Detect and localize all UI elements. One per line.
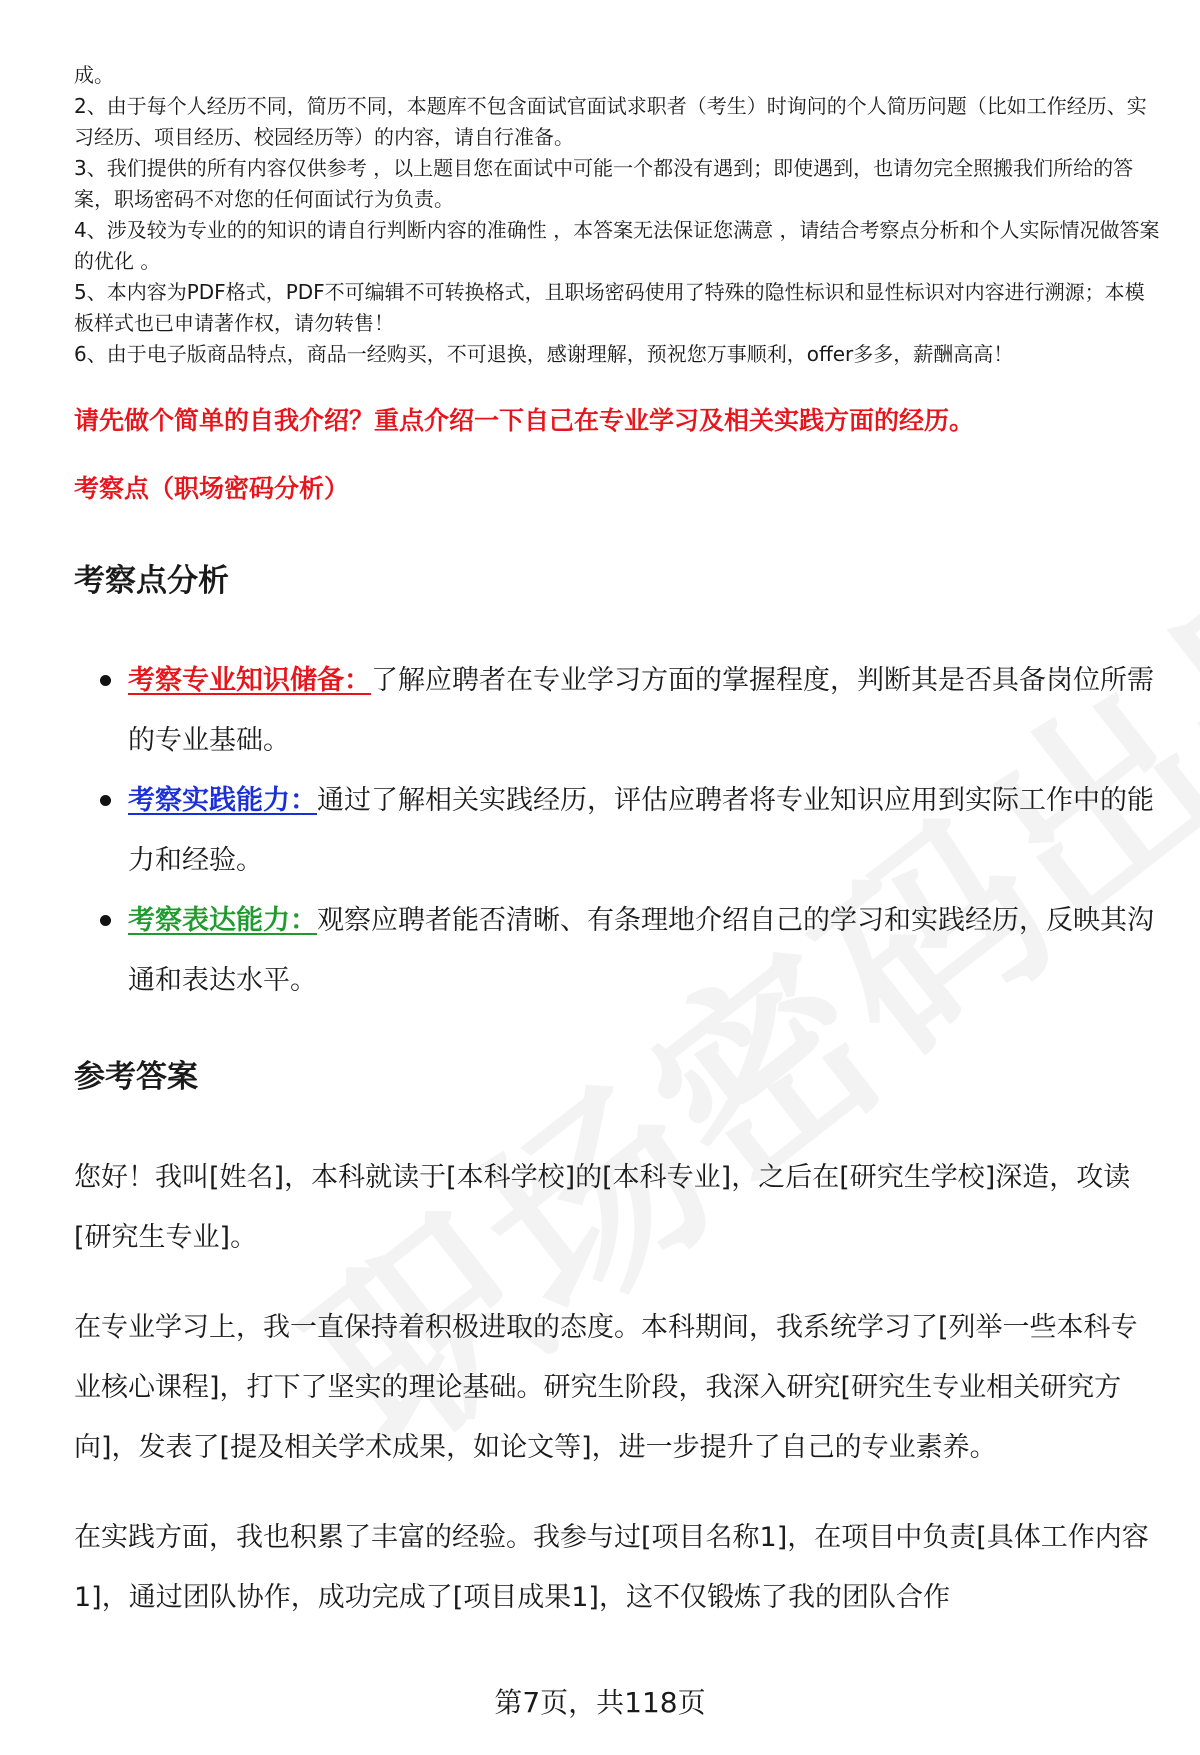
bullet-dot-icon bbox=[100, 915, 111, 926]
bullet-label: 考察专业知识储备： bbox=[128, 665, 371, 696]
page-number: 第7页，共118页 bbox=[494, 1686, 706, 1719]
list-item bbox=[74, 891, 1164, 1011]
analysis-heading: 考察点分析 bbox=[74, 563, 229, 599]
note-line: 4、涉及较为专业的的知识的请自行判断内容的准确性 ，本答案无法保证您满意 ，请结合考察点分析和个人实际情况做答案的优化 。 bbox=[74, 218, 1160, 273]
kaocha-heading: 考察点（职场密码分析） bbox=[74, 474, 350, 503]
bullet-label: 考察实践能力： bbox=[128, 785, 317, 816]
analysis-list bbox=[74, 651, 1164, 1011]
note-line: 5、本内容为PDF格式，PDF不可编辑不可转换格式，且职场密码使用了特殊的隐性标识和显性标识对内容进行溯源；本模板样式也已申请著作权，请勿转售！ bbox=[74, 280, 1145, 335]
note-line: 成。 bbox=[74, 63, 114, 87]
list-item bbox=[74, 771, 1164, 891]
answer-body bbox=[74, 1148, 1164, 1658]
bullet-text: 通过了解相关实践经历，评估应聘者将专业知识应用到实际工作中的能力和经验。 bbox=[128, 785, 1154, 876]
note-line: 3、我们提供的所有内容仅供参考 ，以上题目您在面试中可能一个都没有遇到；即使遇到，也请勿完全照搬我们所给的答案，职场密码不对您的任何面试行为负责。 bbox=[74, 156, 1134, 211]
answer-paragraph: 在实践方面，我也积累了丰富的经验。我参与过[项目名称1]，在项目中负责[具体工作内容1]，通过团队协作，成功完成了[项目成果1]，这不仅锻炼了我的团队合作 bbox=[74, 1522, 1149, 1613]
answer-paragraph: 在专业学习上，我一直保持着积极进取的态度。本科期间，我系统学习了[列举一些本科专业核心课程]，打下了坚实的理论基础。研究生阶段，我深入研究[研究生专业相关研究方向]，发表了[提及相关学术成果，如论文等]，进一步提升了自己的专业素养。 bbox=[74, 1312, 1138, 1463]
answer-heading: 参考答案 bbox=[74, 1059, 198, 1095]
bullet-label: 考察表达能力： bbox=[128, 905, 317, 936]
notes-block bbox=[74, 60, 1164, 370]
note-line: 6、由于电子版商品特点，商品一经购买，不可退换，感谢理解，预祝您万事顺利，offer多多，薪酬高高！ bbox=[74, 342, 1014, 366]
bullet-text: 了解应聘者在专业学习方面的掌握程度，判断其是否具备岗位所需的专业基础。 bbox=[128, 665, 1154, 756]
bullet-text: 观察应聘者能否清晰、有条理地介绍自己的学习和实践经历，反映其沟通和表达水平。 bbox=[128, 905, 1154, 996]
bullet-dot-icon bbox=[100, 795, 111, 806]
note-line: 2、由于每个人经历不同，简历不同，本题库不包含面试官面试求职者（考生）时询问的个人简历问题（比如工作经历、实习经历、项目经历、校园经历等）的内容，请自行准备。 bbox=[74, 94, 1147, 149]
list-item bbox=[74, 651, 1164, 771]
answer-paragraph: 您好！我叫[姓名]，本科就读于[本科学校]的[本科专业]，之后在[研究生学校]深造，攻读[研究生专业]。 bbox=[74, 1162, 1131, 1253]
bullet-dot-icon bbox=[100, 675, 111, 686]
interview-question: 请先做个简单的自我介绍？重点介绍一下自己在专业学习及相关实践方面的经历。 bbox=[74, 406, 975, 435]
